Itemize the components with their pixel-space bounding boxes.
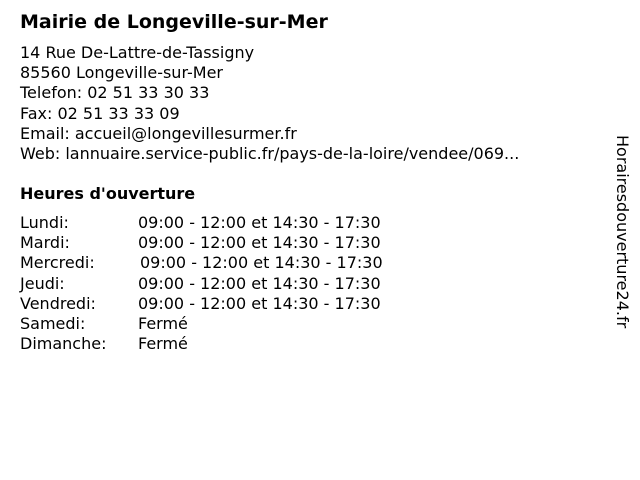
- site-watermark: Horairesdouverture24.fr: [613, 135, 632, 329]
- address-street: 14 Rue De-Lattre-de-Tassigny: [20, 43, 255, 62]
- day-label: Vendredi:: [20, 293, 96, 313]
- hours-value: 09:00 - 12:00 et 14:30 - 17:30: [138, 273, 381, 293]
- hours-value: 09:00 - 12:00 et 14:30 - 17:30: [138, 213, 381, 232]
- website-url: Web: lannuaire.service-public.fr/pays-de-la-loire/vendee/069...: [20, 143, 520, 163]
- hours-value: 09:00 - 12:00 et 14:30 - 17:30: [138, 233, 381, 253]
- phone-number: Telefon: 02 51 33 30 33: [20, 83, 210, 103]
- address-city: 85560 Longeville-sur-Mer: [20, 63, 223, 83]
- day-label: Mardi:: [20, 233, 70, 253]
- hours-value: Fermé: [138, 334, 188, 354]
- hours-value: 09:00 - 12:00 et 14:30 - 17:30: [138, 293, 381, 313]
- day-label: Lundi:: [20, 213, 69, 232]
- day-label: Jeudi:: [20, 273, 65, 293]
- fax-number: Fax: 02 51 33 33 09: [20, 103, 180, 123]
- day-label: Mercredi:: [20, 253, 95, 273]
- hours-value: 09:00 - 12:00 et 14:30 - 17:30: [140, 253, 383, 273]
- day-label: Samedi:: [20, 313, 86, 333]
- email-address: Email: accueil@longevillesurmer.fr: [20, 123, 297, 143]
- day-label: Dimanche:: [20, 334, 107, 354]
- hours-value: Fermé: [138, 313, 188, 333]
- contact-info: [20, 43, 519, 164]
- page-title: Mairie de Longeville-sur-Mer: [20, 11, 328, 33]
- opening-hours-heading: Heures d'ouverture: [20, 184, 196, 203]
